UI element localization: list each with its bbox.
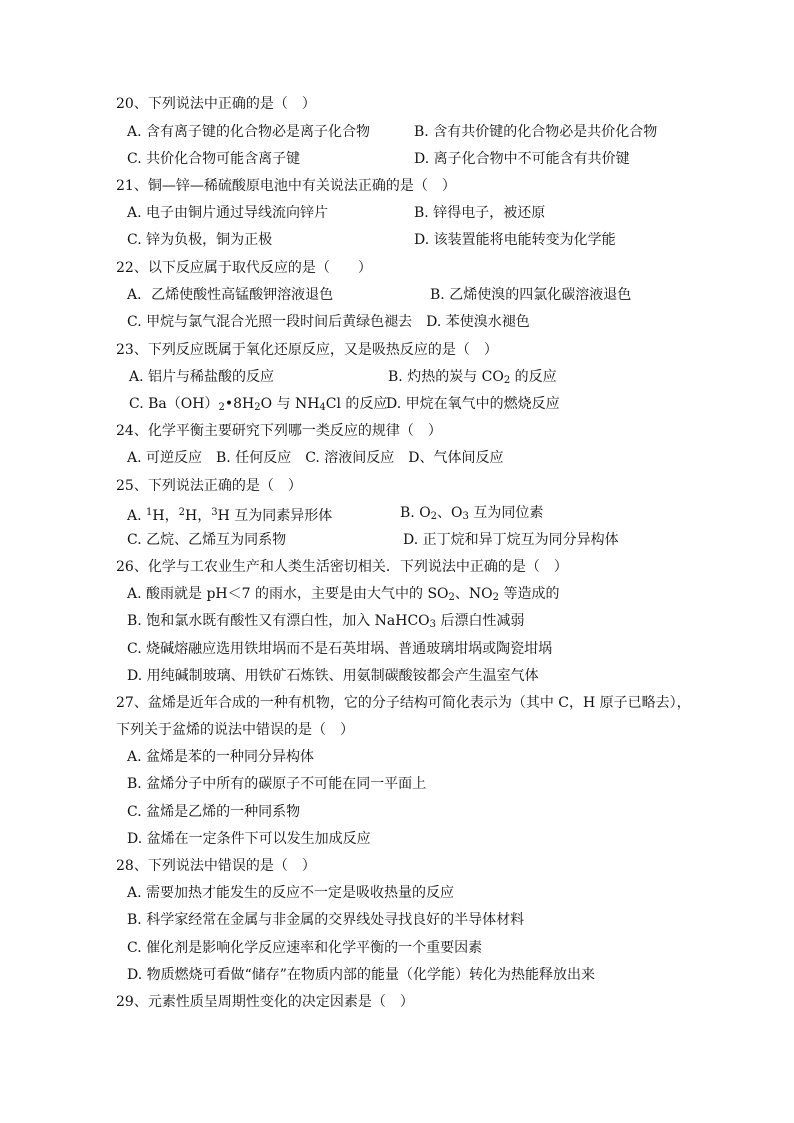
question-23-stem: 23、下列反应既属于氧化还原反应，又是吸热反应的是（ ） <box>116 342 498 358</box>
question-20-option-c: C. 共价化合物可能含离子键 <box>127 151 301 167</box>
question-22-stem: 22、以下反应属于取代反应的是（ ） <box>116 260 372 276</box>
question-21-stem: 21、铜—锌—稀硫酸原电池中有关说法正确的是（ ） <box>116 178 456 194</box>
question-26-stem: 26、化学与工农业生产和人类生活密切相关．下列说法中正确的是（ ） <box>116 559 568 575</box>
question-20-option-b: B. 含有共价键的化合物必是共价化合物 <box>414 124 658 140</box>
question-25-stem: 25、下列说法正确的是（ ） <box>116 478 302 494</box>
question-27-option-a: A. 盆烯是苯的一种同分异构体 <box>127 749 315 765</box>
question-21-option-d: D. 该装置能将电能转变为化学能 <box>414 232 616 248</box>
question-25-option-d: D. 正丁烷和异丁烷互为同分异构体 <box>403 532 619 548</box>
question-27-option-d: D. 盆烯在一定条件下可以发生加成反应 <box>127 831 371 847</box>
question-21-option-c: C. 锌为负极，铜为正极 <box>127 232 273 248</box>
question-28-option-c: C. 催化剂是影响化学反应速率和化学平衡的一个重要因素 <box>127 940 483 956</box>
question-26-option-c: C. 烧碱熔融应选用铁坩埚而不是石英坩埚、普通玻璃坩埚或陶瓷坩埚 <box>127 641 553 657</box>
question-24-stem: 24、化学平衡主要研究下列哪一类反应的规律（ ） <box>116 423 442 439</box>
question-25-option-b: B. $O_2$、$O_3$ 互为同位素 <box>400 505 544 522</box>
question-26-option-b: B. 饱和氯水既有酸性又有漂白性，加入 NaHCO$_3$ 后漂白性减弱 <box>127 613 525 630</box>
question-26-option-a: A. 酸雨就是 pH＜7 的雨水，主要是由大气中的 $SO_2$、$NO_2$ 等造成的 <box>127 586 560 603</box>
question-23-option-a: A. 铝片与稀盐酸的反应 <box>129 369 275 385</box>
question-27-stem-line-1: 27、盆烯是近年合成的一种有机物，它的分子结构可简化表示为（其中 C，H 原子已略去）， <box>116 695 691 711</box>
question-22-option-b: B. 乙烯使溴的四氯化碳溶液退色 <box>430 287 632 303</box>
question-29-stem: 29、元素性质呈周期性变化的决定因素是（ ） <box>116 994 414 1010</box>
question-22-option-c-d: C. 甲烷与氯气混合光照一段时间后黄绿色褪去 D. 苯使溴水褪色 <box>127 314 530 330</box>
question-21-option-a: A. 电子由铜片通过导线流向锌片 <box>127 205 329 221</box>
question-25-option-a: A. $^1$H，$^2$H，$^3$H 互为同素异形体 <box>127 507 333 524</box>
question-23-option-d: D. 甲烷在氧气中的燃烧反应 <box>386 396 560 412</box>
question-21-option-b: B. 锌得电子，被还原 <box>414 205 546 221</box>
question-26-option-d: D. 用纯碱制玻璃、用铁矿石炼铁、用氨制碳酸铵都会产生温室气体 <box>127 668 539 684</box>
question-23-option-b: B. 灼热的炭与 $CO_2$ 的反应 <box>388 369 557 386</box>
question-24-options: A. 可逆反应 B. 任何反应 C. 溶液间反应 D、气体间反应 <box>127 450 504 466</box>
question-28-option-b: B. 科学家经常在金属与非金属的交界线处寻找良好的半导体材料 <box>127 912 525 928</box>
question-27-option-c: C. 盆烯是乙烯的一种同系物 <box>127 804 301 820</box>
question-28-stem: 28、下列说法中错误的是（ ） <box>116 858 316 874</box>
question-20-option-d: D. 离子化合物中不可能含有共价键 <box>414 151 630 167</box>
question-25-option-c: C. 乙烷、乙烯互为同系物 <box>127 532 287 548</box>
question-27-stem-line-2: 下列关于盆烯的说法中错误的是（ ） <box>116 722 354 738</box>
question-23-option-c: C. $Ba(OH)_2•8H_2O$ 与 $NH_4Cl$ 的反应 <box>129 396 388 413</box>
question-20-option-a: A. 含有离子键的化合物必是离子化合物 <box>127 124 371 140</box>
question-28-option-a: A. 需要加热才能发生的反应不一定是吸收热量的反应 <box>127 885 455 901</box>
question-22-option-a: A．乙烯使酸性高锰酸钾溶液退色 <box>127 287 334 303</box>
question-20-stem: 20、下列说法中正确的是（ ） <box>116 96 316 112</box>
question-27-option-b: B. 盆烯分子中所有的碳原子不可能在同一平面上 <box>127 776 427 792</box>
question-28-option-d: D. 物质燃烧可看做“储存”在物质内部的能量（化学能）转化为热能释放出来 <box>127 967 595 983</box>
